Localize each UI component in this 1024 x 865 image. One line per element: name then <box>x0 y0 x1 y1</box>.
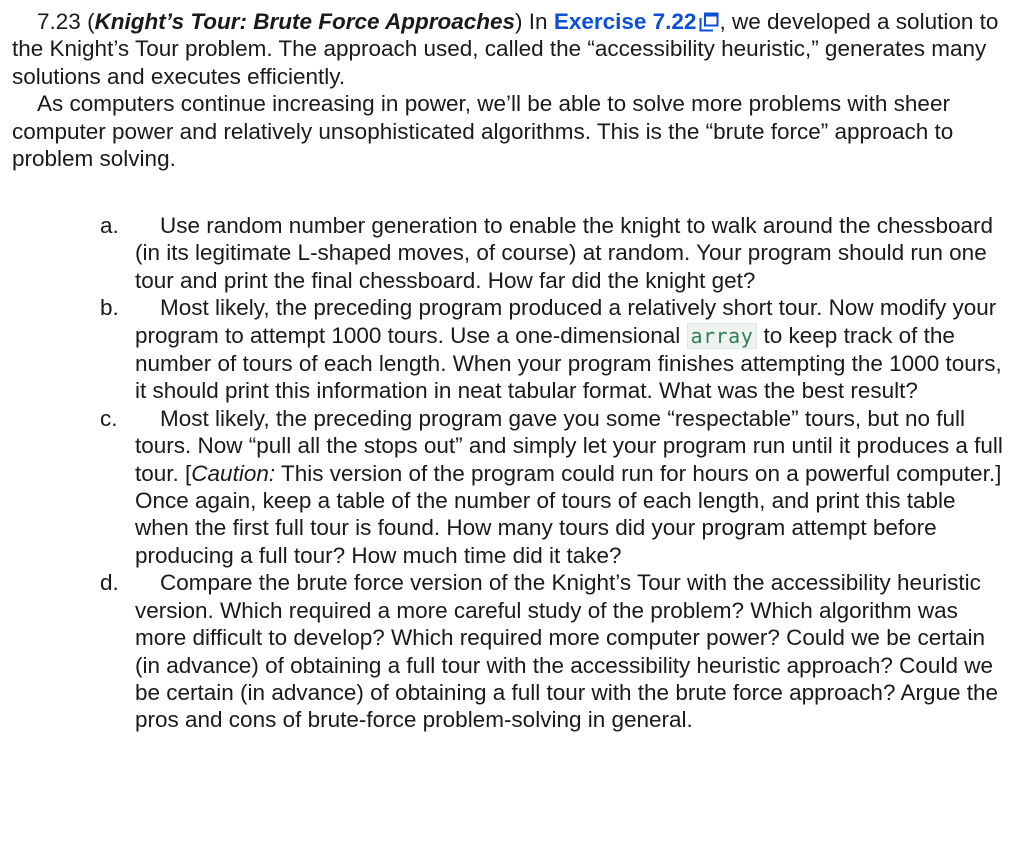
caution-label: Caution: <box>191 460 276 486</box>
list-item <box>12 569 1012 733</box>
list-item-text: Most likely, the preceding program gave you some “respectable” tours, but no full tours. Now “pull all the stops out” and simply let your program run until it produces a full tour. [ <box>135 405 1003 486</box>
list-item-text: Compare the brute force version of the Knight’s Tour with the accessibility heuristic version. Which required a more careful study of the problem? Which algorithm was more difficult to develop? Which required more computer power? Could we be certain (in advance) of obtaining a full tour with the accessibility heuristic approach? Could we be certain (in advance) of obtaining a full tour with the brute force approach? Argue the pros and cons of brute-force problem-solving in general. <box>135 570 999 733</box>
list-item <box>12 294 1012 405</box>
title-close-paren: ) <box>515 9 523 34</box>
intro-rest-text: , we developed a solution to the Knight’s Tour problem. The approach used, called the “accessibility heuristic,” generates many solutions and executes efficiently. <box>12 9 999 89</box>
list-item <box>12 405 1012 569</box>
intro-in-text: In <box>522 9 554 34</box>
array-code: array <box>687 323 758 349</box>
list-marker: d. <box>100 570 119 596</box>
exercise-parts-list <box>12 212 1012 734</box>
exercise-document <box>12 8 1012 733</box>
exercise-intro-paragraph <box>12 8 1012 90</box>
list-marker: b. <box>100 295 119 321</box>
exercise-context-paragraph: As computers continue increasing in power, we’ll be able to solve more problems with sheer computer power and relatively unsophisticated algorithms. This is the “brute force” approach to problem solving. <box>12 91 954 172</box>
list-marker: c. <box>100 405 118 431</box>
list-item-text: This version of the program could run for hours on a powerful computer.] Once again, keep a table of the number of tours of each length, and print this table when the first full tour is found. How many tours did your program attempt before producing a full tour? How much time did it take? <box>135 460 1002 568</box>
list-item-text: Use random number generation to enable the knight to walk around the chessboard (in its legitimate L-shaped moves, of course) at random. Your program should run one tour and print the final chessboard. How far did the knight get? <box>135 213 994 293</box>
exercise-title: Knight’s Tour: Brute Force Approaches <box>94 9 516 34</box>
list-item-text: to keep track of the number of tours of each length. When your program finishes attempting the 1000 tours, it should print this information in neat tabular format. What was the best result? <box>135 322 1002 404</box>
exercise-7-22-link[interactable]: Exercise 7.22 <box>553 9 697 34</box>
title-open-paren: ( <box>87 9 95 34</box>
list-item <box>12 212 1012 294</box>
list-item-text: Most likely, the preceding program produced a relatively short tour. Now modify your program to attempt 1000 tours. Use a one-dimensional <box>135 295 997 348</box>
exercise-number: 7.23 <box>37 9 81 34</box>
popout-window-icon[interactable] <box>699 12 719 32</box>
list-marker: a. <box>100 213 119 238</box>
